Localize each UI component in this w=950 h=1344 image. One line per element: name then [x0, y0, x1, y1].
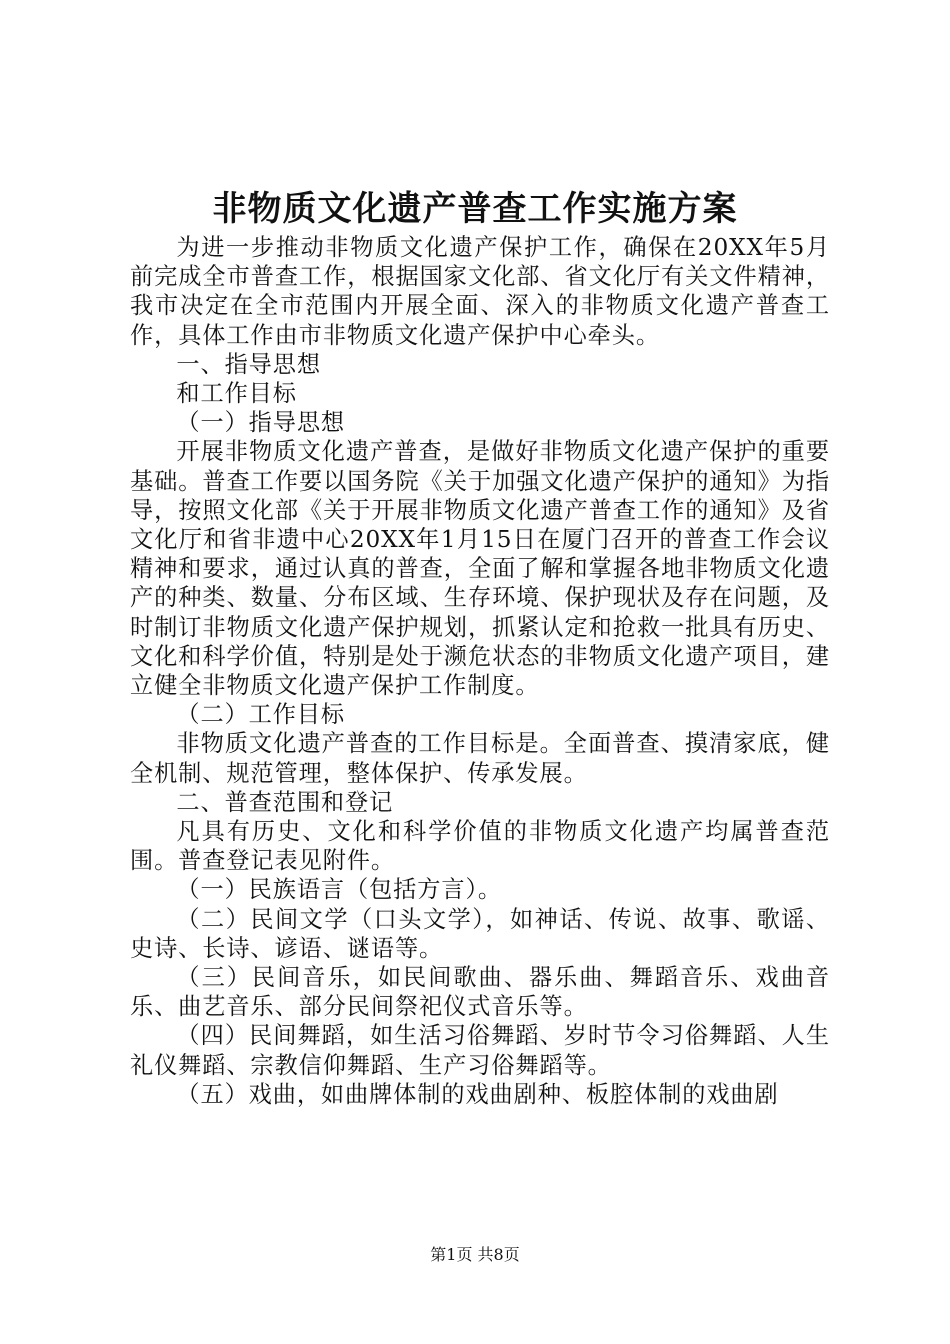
list-item-language: （一）民族语言（包括方言）。 — [176, 876, 503, 904]
page-footer: 第1页 共8页 — [430, 1245, 520, 1264]
subsection-heading-work-goal: （二）工作目标 — [176, 701, 346, 729]
section-heading-1: 一、指导思想 — [176, 350, 321, 378]
list-item-folk-music: （三）民间音乐，如民间歌曲、器乐曲、舞蹈音乐、戏曲音乐、曲艺音乐、部分民间祭祀仪式音乐等。 — [130, 964, 830, 1021]
list-item-folk-literature: （二）民间文学（口头文学），如神话、传说、故事、歌谣、史诗、长诗、谚语、谜语等。 — [130, 905, 830, 962]
document-body — [130, 233, 830, 1109]
section-heading-1-continued: 和工作目标 — [176, 380, 297, 408]
list-item-folk-dance: （四）民间舞蹈，如生活习俗舞蹈、岁时节令习俗舞蹈、人生礼仪舞蹈、宗教信仰舞蹈、生产习俗舞蹈等。 — [130, 1022, 830, 1079]
intro-paragraph: 为进一步推动非物质文化遗产保护工作，确保在20XX年5月前完成全市普查工作，根据国家文化部、省文化厅有关文件精神，我市决定在全市范围内开展全面、深入的非物质文化遗产普查工作，具体工作由市非物质文化遗产保护中心牵头。 — [130, 234, 830, 349]
document-title: 非物质文化遗产普查工作实施方案 — [212, 189, 738, 229]
list-item-opera: （五）戏曲，如曲牌体制的戏曲剧种、板腔体制的戏曲剧 — [176, 1080, 779, 1108]
section-heading-2: 二、普查范围和登记 — [176, 788, 394, 816]
work-goal-paragraph: 非物质文化遗产普查的工作目标是。全面普查、摸清家底，健全机制、规范管理，整体保护、传承发展。 — [130, 730, 830, 787]
scope-paragraph: 凡具有历史、文化和科学价值的非物质文化遗产均属普查范围。普查登记表见附件。 — [130, 818, 830, 875]
guiding-thought-paragraph: 开展非物质文化遗产普查，是做好非物质文化遗产保护的重要基础。普查工作要以国务院《关于加强文化遗产保护的通知》为指导，按照文化部《关于开展非物质文化遗产普查工作的通知》及省文化厅和省非遗中心20XX年1月15日在厦门召开的普查工作会议精神和要求，通过认真的普查，全面了解和掌握各地非物质文化遗产的种类、数量、分布区域、生存环境、保护现状及存在问题，及时制订非物质文化遗产保护规划，抓紧认定和抢救一批具有历史、文化和科学价值，特别是处于濒危状态的非物质文化遗产项目，建立健全非物质文化遗产保护工作制度。 — [130, 438, 830, 700]
subsection-heading-guiding-thought: （一）指导思想 — [176, 409, 346, 437]
